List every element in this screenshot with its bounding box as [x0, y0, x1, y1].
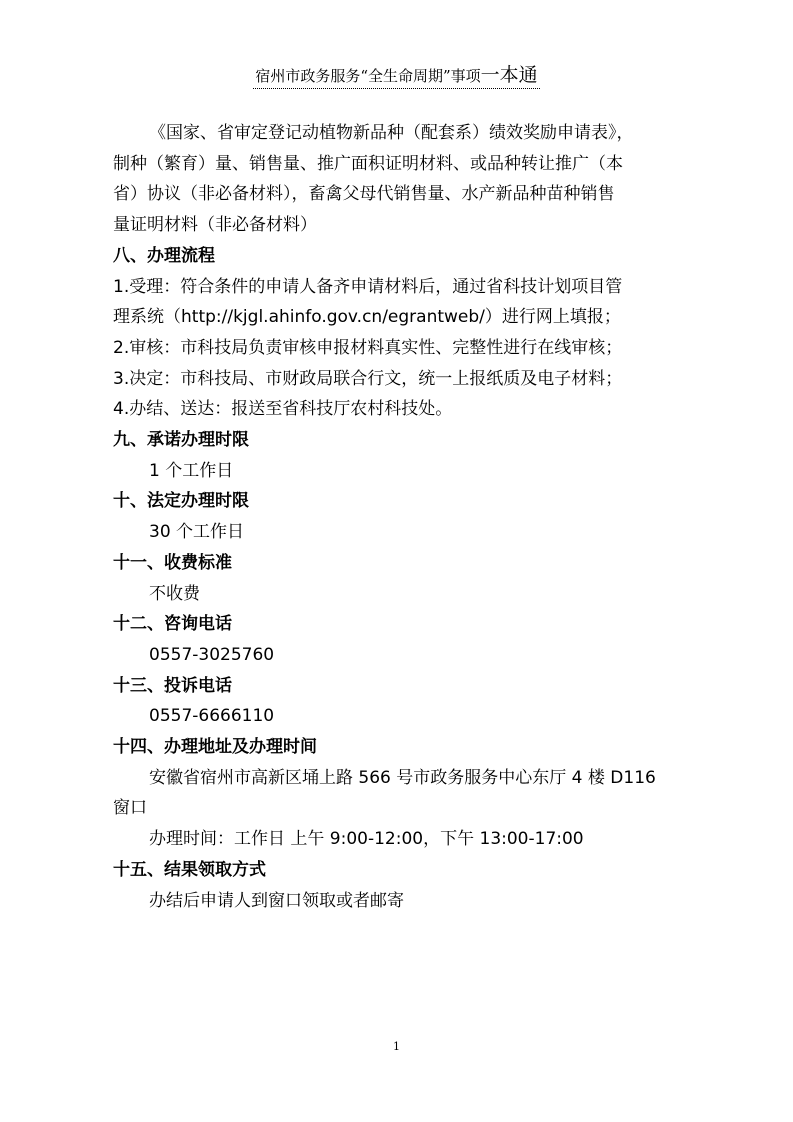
address-line: 安徽省宿州市高新区埇上路 566 号市政务服务中心东厅 4 楼 D116 [149, 767, 656, 788]
document-body [113, 118, 683, 916]
section-heading-address: 十四、办理地址及办理时间 [113, 737, 317, 758]
intro-line: 省）协议（非必备材料），畜禽父母代销售量、水产新品种苗种销售 [113, 184, 615, 205]
header-title-big: 一本通 [480, 64, 538, 86]
section-heading-result: 十五、结果领取方式 [113, 859, 266, 880]
process-step: 1.受理：符合条件的申请人备齐申请材料后，通过省科技计划项目管 [113, 276, 623, 297]
result-value: 办结后申请人到窗口领取或者邮寄 [149, 890, 404, 911]
section-heading-complaint-phone: 十三、投诉电话 [113, 675, 232, 696]
section-heading-promised-time: 九、承诺办理时限 [113, 430, 249, 451]
consult-phone-value: 0557-3025760 [149, 644, 275, 665]
header-title-small: 宿州市政务服务“全生命周期”事项 [255, 67, 481, 85]
complaint-phone-value: 0557-6666110 [149, 706, 275, 727]
section-heading-legal-time: 十、法定办理时限 [113, 491, 249, 512]
intro-line: 《国家、省审定登记动植物新品种（配套系）绩效奖励申请表》， [149, 123, 634, 143]
page-header [0, 60, 793, 89]
process-step: 理系统（http://kjgl.ahinfo.gov.cn/egrantweb/）进行网上填报； [113, 307, 621, 328]
section-heading-process: 八、办理流程 [113, 245, 215, 266]
section-heading-fee: 十一、收费标准 [113, 552, 232, 573]
process-step: 3.决定：市科技局、市财政局联合行文，统一上报纸质及电子材料； [113, 368, 623, 389]
section-heading-consult-phone: 十二、咨询电话 [113, 614, 232, 635]
address-line: 窗口 [113, 798, 147, 819]
page-number: 1 [393, 1040, 400, 1053]
header-title [253, 60, 539, 89]
intro-line: 量证明材料（非必备材料） [113, 215, 317, 236]
promised-time-value: 1 个工作日 [149, 460, 234, 481]
intro-line: 制种（繁育）量、销售量、推广面积证明材料、或品种转让推广（本 [113, 153, 623, 174]
process-step: 4.办结、送达：报送至省科技厅农村科技处。 [113, 399, 453, 420]
office-hours: 办理时间：工作日 上午 9:00-12:00，下午 13:00-17:00 [149, 829, 584, 850]
fee-value: 不收费 [149, 583, 200, 604]
process-step: 2.审核：市科技局负责审核申报材料真实性、完整性进行在线审核； [113, 337, 623, 358]
legal-time-value: 30 个工作日 [149, 522, 245, 543]
